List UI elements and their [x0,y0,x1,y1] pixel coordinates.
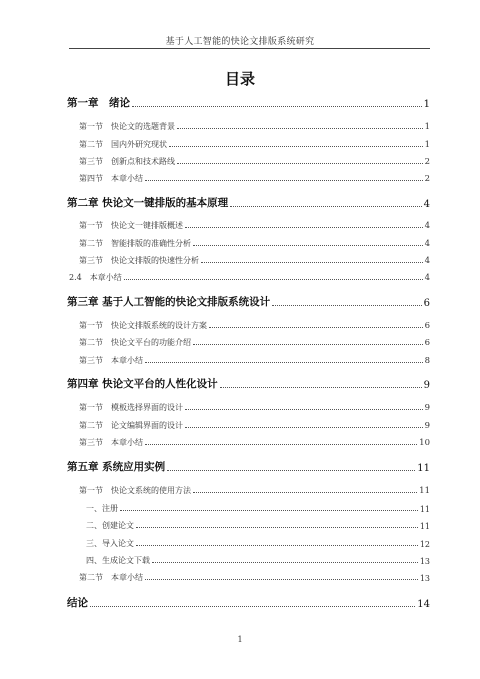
leader-dots [185,427,423,428]
leader-dots [136,545,418,546]
leader-dots [145,362,423,363]
toc-entry-label: 二、创建论文 [86,521,134,530]
toc-entry-label: 四、生成论文下载 [86,556,150,565]
toc-entry-section[interactable] [79,485,430,496]
toc-entry-label: 第三节 快论文排版的快速性分析 [79,256,199,265]
header-rule [69,48,430,49]
leader-dots [272,305,421,306]
toc-entry-section[interactable] [79,121,430,132]
toc-entry-label: 第一节 模板选择界面的设计 [79,403,183,412]
toc-entry-page: 2 [424,157,430,167]
leader-dots [209,327,423,328]
toc-entry-subsection[interactable] [86,538,430,549]
toc-entry-page: 1 [424,140,430,150]
toc-entry-page: 9 [424,421,430,431]
leader-dots [169,146,423,147]
toc-entry-conclusion[interactable] [67,595,430,610]
toc-entry-page: 9 [424,403,430,413]
toc-entry-label: 第五章 系统应用实例 [67,461,166,473]
toc-entry-chapter-1[interactable] [67,95,430,110]
leader-dots [193,245,423,246]
leader-dots [90,606,415,607]
toc-entry-label: 第三章 基于人工智能的快论文排版系统设计 [67,296,271,308]
leader-dots [177,163,423,164]
leader-dots [193,344,423,345]
toc-entry-label: 第二节 国内外研究现状 [79,140,167,149]
leader-dots [185,409,423,410]
toc-title: 目录 [224,70,255,88]
toc-entry-chapter-4[interactable] [67,376,430,391]
toc-entry-label: 第三节 本章小结 [79,356,143,365]
leader-dots [152,562,418,563]
leader-dots [193,492,417,493]
running-header: 基于人工智能的快论文排版系统研究 [165,37,315,47]
toc-entry-subsection[interactable] [86,555,430,566]
toc-entry-label: 第三节 创新点和技术路线 [79,157,175,166]
toc-entry-page: 10 [419,438,430,448]
leader-dots [177,128,423,129]
toc-entry-section[interactable] [79,255,430,266]
toc-entry-section[interactable] [79,320,430,331]
toc-entry-section[interactable] [79,355,430,366]
toc-entry-page: 1 [423,99,430,110]
leader-dots [136,527,418,528]
toc-entry-page: 9 [423,380,430,391]
leader-dots [230,206,421,207]
toc-entry-label: 第一节 快论文的选题背景 [79,122,175,131]
toc-entry-label: 第二节 论文编辑界面的设计 [79,421,183,430]
toc-entry-subsection[interactable] [86,520,430,531]
leader-dots [120,510,418,511]
toc-entry-chapter-5[interactable] [67,459,430,474]
toc-entry-label: 第四节 本章小结 [79,174,143,183]
leader-dots [201,262,423,263]
toc-entry-page: 13 [419,557,430,566]
toc-entry-label: 三、导入论文 [86,539,134,548]
toc-entry-label: 结论 [67,597,88,609]
toc-entry-section[interactable] [79,402,430,413]
toc-entry-label: 第一章 绪论 [67,97,130,109]
toc-entry-label: 第一节 快论文排版系统的设计方案 [79,321,207,330]
toc-entry-page: 1 [424,122,430,132]
toc-entry-section[interactable] [79,139,430,150]
toc-entry-section[interactable] [79,337,430,348]
toc-entry-section[interactable] [79,420,430,431]
leader-dots [167,470,415,471]
leader-dots [145,180,423,181]
toc-entry-page: 11 [419,486,430,496]
toc-entry-page: 12 [419,540,430,549]
toc-entry-page: 2 [424,174,430,184]
toc-entry-section[interactable] [79,173,430,184]
toc-entry-page: 6 [424,338,430,348]
toc-entry-page: 4 [424,239,430,249]
toc-entry-label: 第四章 快论文平台的人性化设计 [67,378,218,390]
leader-dots [145,444,417,445]
toc-entry-label: 第二节 智能排版的准确性分析 [79,239,191,248]
toc-entry-page: 8 [424,356,430,366]
toc-entry-chapter-3[interactable] [67,294,430,309]
toc-entry-page: 6 [424,321,430,331]
toc-entry-label: 第一节 快论文系统的使用方法 [79,486,191,495]
toc-entry-page: 4 [424,256,430,266]
toc-entry-page: 4 [424,221,430,231]
toc-entry-label: 一、注册 [86,504,118,513]
toc-entry-page: 11 [419,522,430,531]
toc-entry-section[interactable] [79,572,430,583]
toc-entry-page: 6 [423,298,430,309]
toc-entry-label: 第一节 快论文一键排版概述 [79,221,183,230]
toc-entry-section[interactable] [79,238,430,249]
leader-dots [124,279,423,280]
toc-entry-label: 第二章 快论文一键排版的基本原理 [67,197,229,209]
toc-entry-page: 14 [417,599,430,610]
toc-entry-section[interactable] [79,437,430,448]
toc-entry-label: 2.4 本章小结 [69,273,122,282]
leader-dots [220,387,422,388]
toc-entry-section[interactable] [79,156,430,167]
page-number: 1 [237,635,243,644]
leader-dots [145,579,418,580]
leader-dots [185,227,423,228]
toc-entry-subsection[interactable] [86,503,430,514]
toc-entry-page: 4 [424,273,430,283]
leader-dots [132,106,422,107]
toc-entry-section[interactable] [79,220,430,231]
toc-entry-label: 第二节 本章小结 [79,573,143,582]
toc-entry-section[interactable] [69,272,430,283]
toc-entry-page: 13 [419,574,430,583]
toc-entry-label: 第三节 本章小结 [79,438,143,447]
toc-entry-page: 11 [417,463,430,474]
toc-entry-chapter-2[interactable] [67,195,430,210]
toc-entry-page: 4 [423,199,430,210]
toc-entry-page: 11 [419,505,430,514]
toc-entry-label: 第二节 快论文平台的功能介绍 [79,338,191,347]
